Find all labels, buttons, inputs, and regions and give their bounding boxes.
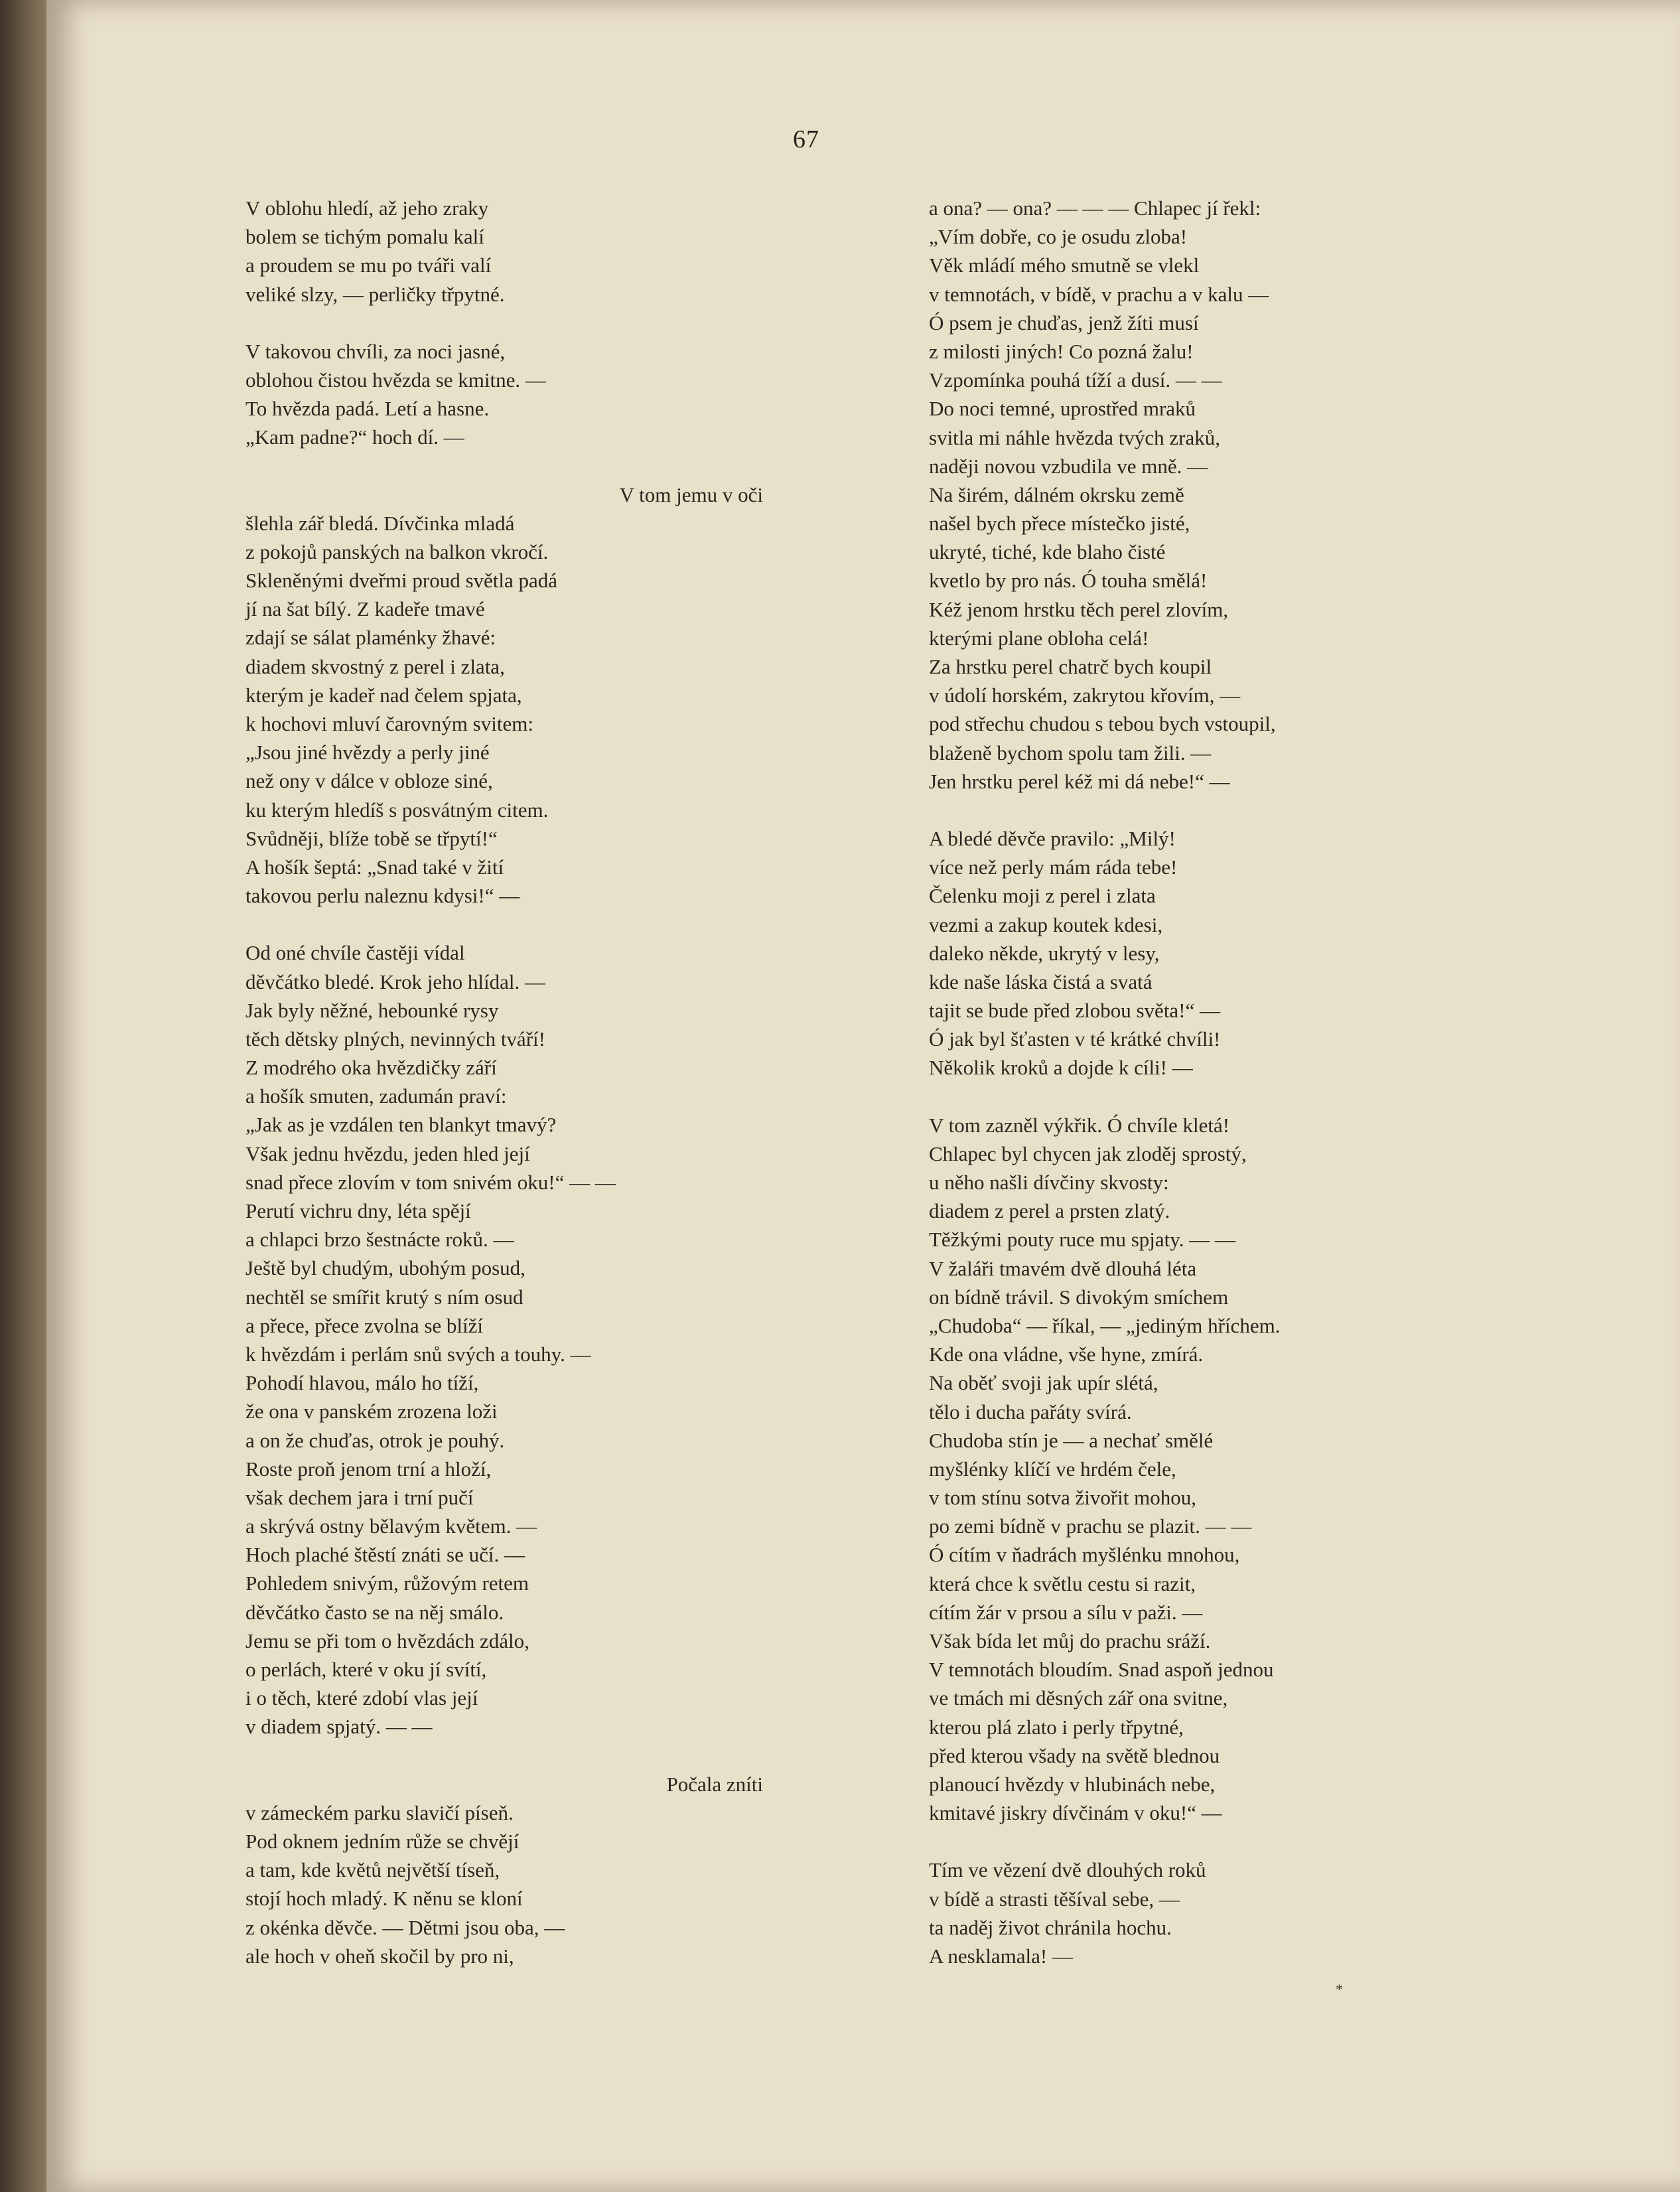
verse-line: veliké slzy, — perličky třpytné.	[245, 282, 505, 306]
verse-line: A hošík šeptá: „Snad také v žití	[245, 855, 504, 879]
verse-line: diadem z perel a prsten zlatý.	[929, 1199, 1170, 1223]
verse-line: Ó jak byl šťasten v té krátké chvíli!	[929, 1027, 1221, 1051]
verse-line: Jen hrstku perel kéž mi dá nebe!“ —	[929, 769, 1230, 793]
verse-line: a přece, přece zvolna se blíží	[245, 1313, 484, 1337]
right-column	[929, 194, 1446, 1999]
verse-line: která chce k světlu cestu si razit,	[929, 1571, 1196, 1595]
verse-line: i o těch, které zdobí vlas její	[245, 1686, 478, 1710]
verse-line: kterým je kadeř nad čelem spjata,	[245, 683, 522, 707]
verse-line: Počala zníti	[666, 1772, 763, 1796]
verse-line: našel bych přece místečko jisté,	[929, 512, 1190, 536]
stanza	[929, 194, 1446, 796]
verse-line: cítím žár v prsou a sílu v paži. —	[929, 1600, 1203, 1624]
verse-line: Těžkými pouty ruce mu spjaty. — —	[929, 1228, 1236, 1252]
verse-line: k hvězdám i perlám snů svých a touhy. —	[245, 1342, 591, 1366]
stanza	[245, 337, 763, 452]
stanza	[929, 824, 1446, 1082]
verse-line: V temnotách bloudím. Snad aspoň jednou	[929, 1658, 1274, 1682]
verse-line: „Jsou jiné hvězdy a perly jiné	[245, 741, 490, 765]
verse-line: Pohledem snivým, růžovým retem	[245, 1571, 529, 1595]
verse-line: Kde ona vládne, vše hyne, zmírá.	[929, 1343, 1204, 1366]
stanza	[929, 1856, 1446, 1970]
verse-line: planoucí hvězdy v hlubinách nebe,	[929, 1772, 1216, 1796]
stanza	[245, 194, 763, 309]
verse-line: Na oběť svoji jak upír slétá,	[929, 1371, 1158, 1395]
verse-line: k hochovi mluví čarovným svitem:	[245, 712, 533, 735]
verse-line: Vzpomínka pouhá tíží a dusí. — —	[929, 368, 1222, 392]
verse-line: myšlénky klíčí ve hrdém čele,	[929, 1457, 1176, 1481]
verse-line: v diadem spjatý. — —	[245, 1715, 433, 1739]
verse-line: v bídě a strasti těšíval sebe, —	[929, 1887, 1180, 1911]
verse-line: Svůdněji, blíže tobě se třpytí!“	[245, 826, 498, 850]
verse-line: kvetlo by pro nás. Ó touha smělá!	[929, 569, 1208, 593]
verse-line: Roste proň jenom trní a hloží,	[245, 1457, 492, 1481]
verse-line: tělo i ducha pařáty svírá.	[929, 1400, 1132, 1424]
verse-line: Pohodí hlavou, málo ho tíží,	[245, 1371, 479, 1395]
verse-line: z pokojů panských na balkon vkročí.	[245, 540, 549, 563]
verse-line: „Vím dobře, co je osudu zloba!	[929, 225, 1188, 249]
verse-line: děvčátko často se na něj smálo.	[245, 1600, 504, 1624]
verse-line: Několik kroků a dojde k cíli! —	[929, 1056, 1193, 1080]
verse-line: Jak byly něžné, hebounké rysy	[245, 998, 499, 1022]
verse-line: a on že chuďas, otrok je pouhý.	[245, 1428, 505, 1452]
verse-line: V tom zazněl výkřik. Ó chvíle kletá!	[929, 1113, 1230, 1137]
verse-line: Chudoba stín je — a nechať smělé	[929, 1428, 1214, 1452]
verse-line: V žaláři tmavém dvě dlouhá léta	[929, 1256, 1197, 1280]
verse-line: svitla mi náhle hvězda tvých zraků,	[929, 425, 1221, 449]
verse-line: více než perly mám ráda tebe!	[929, 855, 1178, 879]
verse-line: v tom stínu sotva živořit mohou,	[929, 1486, 1196, 1510]
footer-mark: *	[1336, 1981, 1343, 1998]
verse-line: stojí hoch mladý. K něnu se kloní	[245, 1887, 523, 1911]
verse-line: Perutí vichru dny, léta spějí	[245, 1199, 471, 1222]
verse-line: Ó psem je chuďas, jenž žíti musí	[929, 311, 1199, 334]
verse-line: ku kterým hledíš s posvátným citem.	[245, 798, 549, 822]
verse-line: Chlapec byl chycen jak zloděj sprostý,	[929, 1141, 1247, 1165]
verse-line: on bídně trávil. S divokým smíchem	[929, 1285, 1229, 1309]
verse-line: Čelenku moji z perel i zlata	[929, 884, 1156, 908]
verse-line: z milosti jiných! Co pozná žalu!	[929, 339, 1194, 363]
verse-line: Pod oknem jedním růže se chvějí	[245, 1829, 520, 1853]
verse-line: z okénka děvče. — Dětmi jsou oba, —	[245, 1915, 565, 1939]
page-number: 67	[793, 125, 819, 153]
stanza	[245, 1770, 763, 1970]
verse-line: Věk mládí mého smutně se vlekl	[929, 254, 1200, 277]
verse-line: že ona v panském zrozena loži	[245, 1400, 498, 1424]
verse-line: a chlapci brzo šestnácte roků. —	[245, 1228, 514, 1252]
verse-line: a ona? — ona? — — — Chlapec jí řekl:	[929, 196, 1261, 220]
verse-line: „Jak as je vzdálen ten blankyt tmavý?	[245, 1113, 557, 1137]
verse-line: Od oné chvíle častěji vídal	[245, 941, 465, 965]
verse-line: Však jednu hvězdu, jeden hled její	[245, 1141, 530, 1165]
verse-line: a tam, kde květů největší tíseň,	[245, 1858, 500, 1882]
verse-line: V oblohu hledí, až jeho zraky	[245, 196, 489, 220]
verse-line: Hoch plaché štěstí znáti se učí. —	[245, 1543, 525, 1567]
verse-line: Kéž jenom hrstku těch perel zlovím,	[929, 597, 1229, 621]
verse-line: a hošík smuten, zadumán praví:	[245, 1084, 507, 1108]
verse-line: však dechem jara i trní pučí	[245, 1485, 474, 1509]
verse-line: takovou perlu naleznu kdysi!“ —	[245, 884, 520, 908]
verse-line: a proudem se mu po tváři valí	[245, 254, 492, 277]
verse-line: v temnotách, v bídě, v prachu a v kalu —	[929, 282, 1269, 306]
verse-line: kterými plane obloha celá!	[929, 626, 1149, 650]
stanza	[245, 480, 763, 911]
verse-line: Jemu se při tom o hvězdách zdálo,	[245, 1629, 529, 1652]
verse-line: u něho našli dívčiny skvosty:	[929, 1171, 1169, 1194]
verse-line: před kterou všady na světě blednou	[929, 1743, 1220, 1767]
verse-line: kmitavé jiskry dívčinám v oku!“ —	[929, 1801, 1222, 1825]
verse-line: Tím ve vězení dvě dlouhých roků	[929, 1858, 1206, 1882]
verse-line: pod střechu chudou s tebou bych vstoupil,	[929, 712, 1276, 736]
stanza	[929, 1111, 1446, 1828]
verse-line: šlehla zář bledá. Dívčinka mladá	[245, 511, 515, 535]
verse-line: v zámeckém parku slavičí píseň.	[245, 1800, 514, 1824]
verse-line: Však bída let můj do prachu sráží.	[929, 1629, 1211, 1652]
verse-line: A nesklamala! —	[929, 1944, 1073, 1968]
verse-line: V takovou chvíli, za noci jasné,	[245, 339, 506, 363]
verse-line: kde naše láska čistá a svatá	[929, 970, 1153, 993]
verse-line: blaženě bychom spolu tam žili. —	[929, 741, 1212, 765]
verse-line: děvčátko bledé. Krok jeho hlídal. —	[245, 970, 545, 993]
verse-line: Ještě byl chudým, ubohým posud,	[245, 1256, 525, 1280]
verse-line: ta naděj život chránila hochu.	[929, 1915, 1172, 1939]
verse-line: ukryté, tiché, kde blaho čisté	[929, 540, 1166, 564]
verse-line: nechtěl se smířit krutý s ním osud	[245, 1285, 524, 1309]
verse-line: V tom jemu v oči	[619, 482, 763, 506]
verse-line: Do noci temné, uprostřed mraků	[929, 397, 1196, 421]
verse-line: těch dětsky plných, nevinných tváří!	[245, 1027, 545, 1051]
verse-line: ve tmách mi děsných zář ona svitne,	[929, 1686, 1228, 1710]
verse-line: kterou plá zlato i perly třpytné,	[929, 1715, 1184, 1739]
verse-line: snad přece zlovím v tom snivém oku!“ — —	[245, 1170, 616, 1194]
verse-line: zdají se sálat plaménky žhavé:	[245, 626, 496, 650]
verse-line: vezmi a zakup koutek kdesi,	[929, 913, 1163, 936]
book-binding-edge	[0, 0, 46, 2192]
verse-line: To hvězda padá. Letí a hasne.	[245, 397, 490, 421]
verse-line: „Kam padne?“ hoch dí. —	[245, 425, 464, 449]
verse-line: ale hoch v oheň skočil by pro ni,	[245, 1944, 514, 1968]
verse-line: Za hrstku perel chatrč bych koupil	[929, 655, 1212, 678]
verse-line: „Chudoba“ — říkal, — „jediným hříchem.	[929, 1313, 1281, 1337]
verse-line: naději novou vzbudila ve mně. —	[929, 454, 1208, 478]
verse-line: A bledé děvče pravilo: „Milý!	[929, 826, 1176, 850]
verse-line: po zemi bídně v prachu se plazit. — —	[929, 1514, 1252, 1538]
verse-line: daleko někde, ukrytý v lesy,	[929, 941, 1160, 965]
left-column	[245, 194, 763, 1999]
verse-line: bolem se tichým pomalu kalí	[245, 225, 484, 249]
verse-line: Skleněnými dveřmi proud světla padá	[245, 569, 558, 593]
verse-line: Na širém, dálném okrsku země	[929, 482, 1184, 506]
verse-line: diadem skvostný z perel i zlata,	[245, 654, 505, 678]
verse-line: a skrývá ostny bělavým květem. —	[245, 1514, 537, 1538]
stanza	[245, 938, 763, 1741]
verse-line: jí na šat bílý. Z kadeře tmavé	[245, 597, 485, 621]
verse-line: v údolí horském, zakrytou křovím, —	[929, 684, 1241, 707]
verse-line: Z modrého oka hvězdičky září	[245, 1056, 497, 1080]
verse-line: o perlách, které v oku jí svítí,	[245, 1658, 487, 1681]
verse-line: oblohou čistou hvězda se kmitne. —	[245, 368, 546, 392]
verse-line: než ony v dálce v obloze siné,	[245, 769, 493, 793]
verse-line: tajit se bude před zlobou světa!“ —	[929, 999, 1221, 1023]
verse-line: Ó cítím v ňadrách myšlénku mnohou,	[929, 1543, 1240, 1567]
